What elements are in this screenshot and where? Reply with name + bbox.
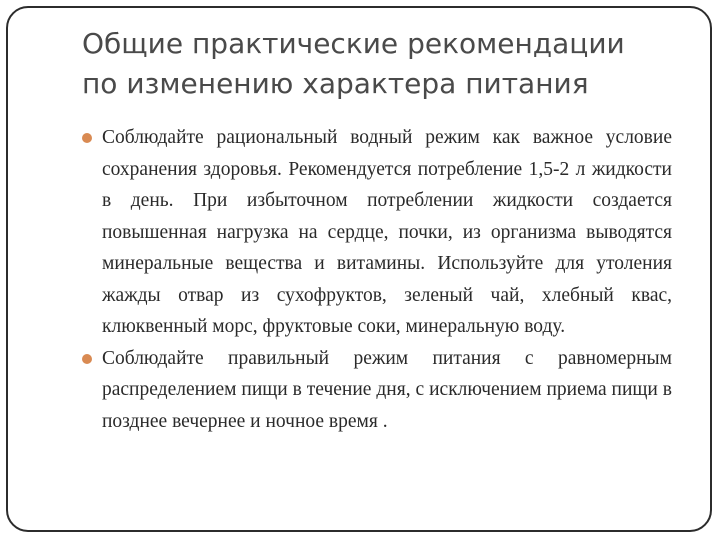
bullet-dot-icon bbox=[82, 354, 92, 364]
slide-title bbox=[82, 24, 682, 104]
bullet-dot-icon bbox=[82, 133, 92, 143]
bullet-meal-regime bbox=[82, 343, 672, 438]
bullet-list bbox=[82, 122, 672, 437]
title-line-1: Общие практические рекомендации bbox=[82, 27, 625, 60]
slide-frame bbox=[6, 6, 712, 532]
title-line-2: по изменению характера питания bbox=[82, 67, 589, 100]
bullet-water-regime bbox=[82, 122, 672, 343]
bullet-text: Соблюдайте правильный режим питания с равномерным распределением пищи в течение дня, с исключением приема пищи в позднее вечернее и ночное время . bbox=[102, 347, 672, 432]
bullet-text: Соблюдайте рациональный водный режим как важное условие сохранения здоровья. Рекомендуется потребление 1,5-2 л жидкости в день. При избыточном потреблении жидкости создается повышенная нагрузка на сердце, почки, из организма выводятся минеральные вещества и витамины. Используйте для утоления жажды отвар из сухофруктов, зеленый чай, хлебный квас, клюквенный морс, фруктовые соки, минеральную воду. bbox=[102, 127, 672, 337]
